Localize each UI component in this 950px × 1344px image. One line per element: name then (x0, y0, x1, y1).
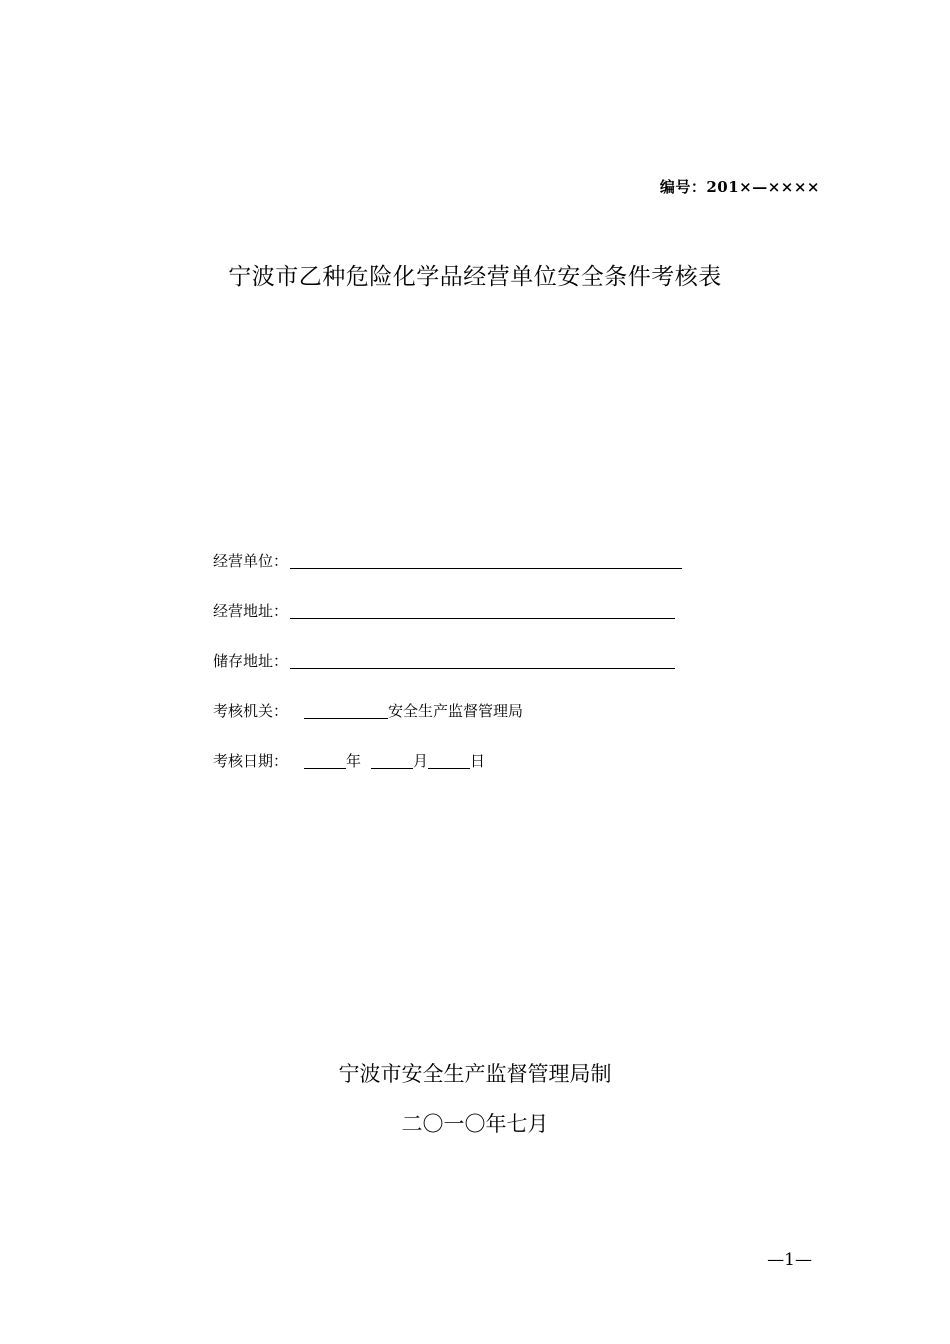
business-address-label: 经营地址： (213, 602, 289, 620)
assessment-date-label: 考核日期： (213, 752, 289, 770)
document-title: 宁波市乙种危险化学品经营单位安全条件考核表 (228, 264, 722, 290)
assessment-org-suffix: 安全生产监督管理局 (388, 702, 524, 720)
business-address-field (213, 600, 675, 622)
issue-date: 二〇一〇年七月 (401, 1112, 549, 1136)
storage-address-blank[interactable] (290, 652, 675, 669)
month-label: 月 (413, 752, 429, 770)
assessment-org-label: 考核机关： (213, 702, 289, 720)
business-address-blank[interactable] (290, 602, 675, 619)
day-label: 日 (470, 752, 486, 770)
assessment-date-field (213, 750, 485, 772)
assessment-org-blank[interactable] (304, 702, 388, 719)
storage-address-label: 储存地址： (213, 652, 289, 670)
business-unit-label: 经营单位： (213, 552, 289, 570)
issuer-name: 宁波市安全生产监督管理局制 (338, 1062, 612, 1086)
page-number: —1— (767, 1250, 812, 1270)
day-blank[interactable] (428, 752, 470, 769)
month-blank[interactable] (371, 752, 413, 769)
business-unit-field (213, 550, 682, 572)
storage-address-field (213, 650, 675, 672)
year-blank[interactable] (304, 752, 346, 769)
document-serial-number: 编号：201×—×××× (659, 178, 820, 196)
assessment-org-field (213, 700, 523, 722)
business-unit-blank[interactable] (290, 552, 682, 569)
year-label: 年 (346, 752, 362, 770)
